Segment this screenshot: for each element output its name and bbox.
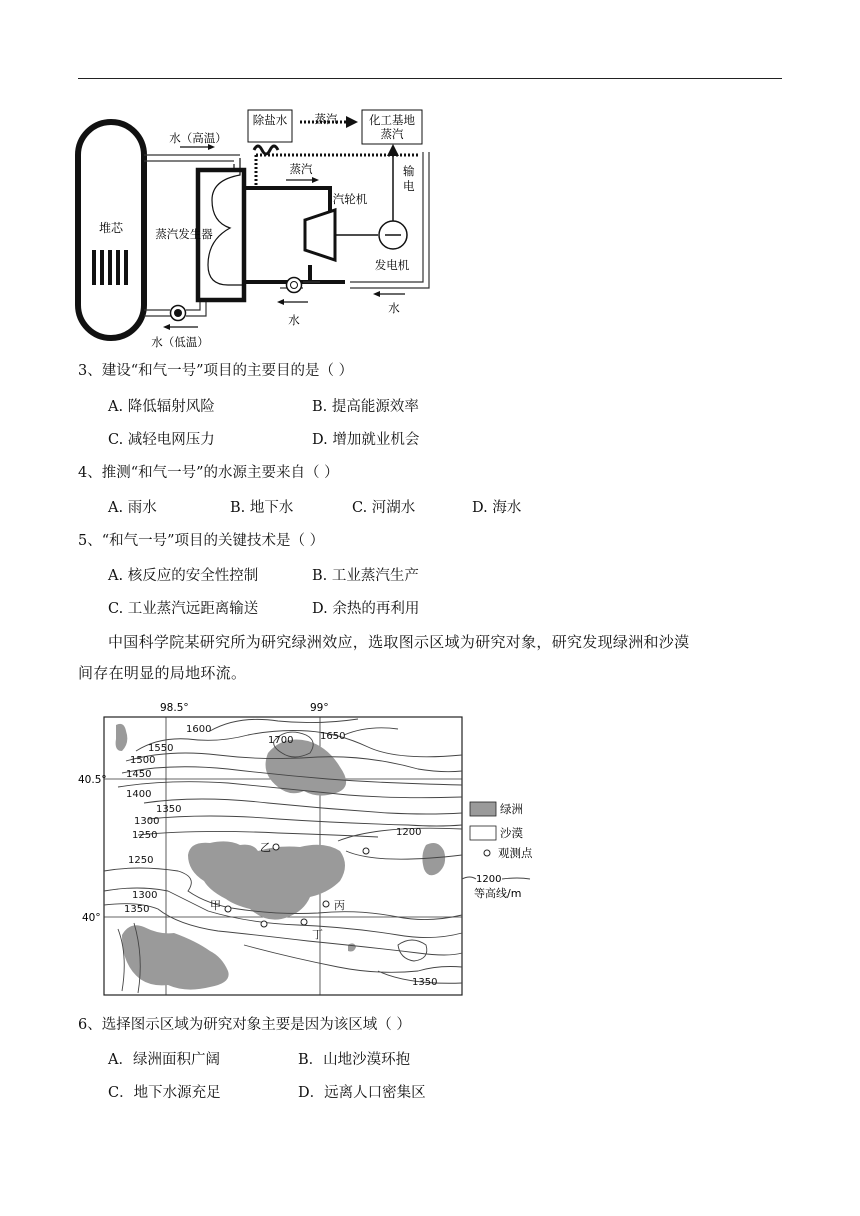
- question-4-option-b[interactable]: B. 地下水: [230, 500, 294, 516]
- lat-label-40-5: 40.5°: [78, 774, 107, 786]
- core-label: 堆芯: [98, 221, 124, 235]
- contour-label-1350-c: 1350: [412, 977, 438, 988]
- contour-label-1300: 1300: [134, 816, 160, 827]
- contour-label-1400: 1400: [126, 789, 152, 800]
- legend-desert-label: 沙漠: [500, 826, 523, 840]
- coil-icon: [254, 146, 278, 154]
- desalination-label: 除盐水: [252, 113, 288, 127]
- point-label-jia: 甲: [210, 899, 221, 912]
- legend-oasis-label: 绿洲: [500, 802, 523, 816]
- contour-label-1550: 1550: [148, 743, 174, 754]
- question-5-option-d[interactable]: D. 余热的再利用: [312, 601, 420, 617]
- steam-generator-label: 蒸汽发生器: [155, 227, 213, 241]
- question-3-option-a[interactable]: A. 降低辐射风险: [108, 399, 215, 415]
- intro-line-1: 中国科学院某研究所为研究绿洲效应，选取图示区域为研究对象，研究发现绿洲和沙漠: [108, 633, 690, 651]
- question-3-stem: 3、建设“和气一号”项目的主要目的是（ ）: [78, 363, 354, 379]
- transmission-label-2: 电: [403, 179, 415, 193]
- question-3-option-b[interactable]: B. 提高能源效率: [312, 399, 419, 415]
- question-4-option-a[interactable]: A. 雨水: [108, 500, 157, 516]
- contour-label-1350-b: 1350: [124, 904, 150, 915]
- legend-station-label: 观测点: [498, 846, 533, 860]
- legend-desert-swatch: [470, 826, 496, 840]
- lon-label-99: 99°: [310, 702, 329, 714]
- question-6-option-c[interactable]: C．地下水源充足: [108, 1085, 221, 1101]
- question-3-option-c[interactable]: C. 减轻电网压力: [108, 432, 215, 448]
- heat-exchanger-tube: [208, 158, 244, 285]
- contour-label-1200: 1200: [396, 827, 422, 838]
- contour-label-1600: 1600: [186, 724, 212, 735]
- question-6-option-a[interactable]: A．绿洲面积广阔: [108, 1052, 220, 1068]
- point-label-ding: 丁: [312, 928, 323, 941]
- fuel-rods: [94, 250, 126, 285]
- turbine-label: 汽轮机: [332, 192, 368, 206]
- turbine-icon: [305, 210, 335, 260]
- legend-station-icon: [484, 850, 490, 856]
- contour-label-1350: 1350: [156, 804, 182, 815]
- water-high-label: 水（高温）: [169, 131, 227, 145]
- question-4-option-d[interactable]: D. 海水: [472, 500, 522, 516]
- contour-label-1500: 1500: [130, 755, 156, 766]
- point-label-bing: 丙: [334, 899, 345, 912]
- question-4-option-c[interactable]: C. 河湖水: [352, 500, 416, 516]
- point-label-yi: 乙: [260, 841, 271, 854]
- lat-label-40: 40°: [82, 912, 101, 924]
- question-3-option-d[interactable]: D. 增加就业机会: [312, 432, 420, 448]
- steam-mid-label: 蒸汽: [289, 162, 313, 176]
- transmission-label-1: 输: [403, 164, 415, 178]
- map-legend: [462, 802, 533, 900]
- question-6-option-b[interactable]: B．山地沙漠环抱: [298, 1052, 411, 1068]
- question-6-option-d[interactable]: D．远离人口密集区: [298, 1085, 426, 1101]
- question-4-stem: 4、推测“和气一号”的水源主要来自（ ）: [78, 465, 339, 481]
- lon-label-98-5: 98.5°: [160, 702, 189, 714]
- water-mid-label: 水: [288, 313, 300, 327]
- intro-paragraph: [78, 627, 782, 689]
- water-right-label: 水: [388, 301, 400, 315]
- steam-top-label: 蒸汽: [314, 112, 338, 126]
- question-5-stem: 5、“和气一号”项目的关键技术是（ ）: [78, 533, 325, 549]
- water-low-label: 水（低温）: [151, 335, 209, 349]
- legend-oasis-swatch: [470, 802, 496, 816]
- steam-arrow-icon: [346, 116, 358, 128]
- contour-label-1650: 1650: [320, 731, 346, 742]
- contour-label-1250-b: 1250: [128, 855, 154, 866]
- contour-label-1300-b: 1300: [132, 890, 158, 901]
- chem-base-label-1: 化工基地: [369, 113, 415, 127]
- generator-label: 发电机: [374, 258, 410, 272]
- contour-label-1450: 1450: [126, 769, 152, 780]
- question-5-option-c[interactable]: C. 工业蒸汽远距离输送: [108, 601, 259, 617]
- chem-base-label-2: 蒸汽: [380, 127, 404, 141]
- legend-contour-value: 1200: [476, 874, 502, 885]
- contour-label-1700: 1700: [268, 735, 294, 746]
- contour-label-1250: 1250: [132, 830, 158, 841]
- question-5-option-a[interactable]: A. 核反应的安全性控制: [108, 568, 259, 584]
- oasis-contour-map: [78, 695, 538, 1005]
- question-6-stem: 6、选择图示区域为研究对象主要是因为该区域（ ）: [78, 1017, 411, 1033]
- legend-contour-label: 等高线/m: [474, 887, 522, 900]
- question-5-option-b[interactable]: B. 工业蒸汽生产: [312, 568, 419, 584]
- intro-line-2: 间存在明显的局地环流。: [78, 664, 247, 682]
- header-rule: [78, 78, 782, 79]
- nuclear-heating-diagram: [60, 100, 440, 350]
